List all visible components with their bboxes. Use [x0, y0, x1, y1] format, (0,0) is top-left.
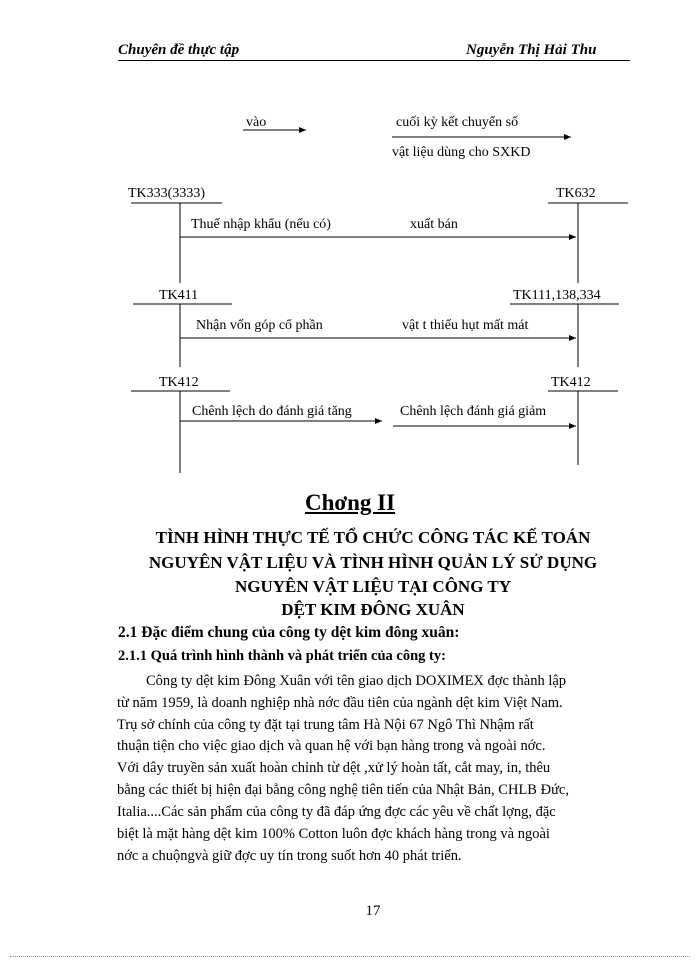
body-line: Trụ sở chính của công ty đặt tại trung tâm Hà Nội 67 Ngô Thì Nhậm rất [117, 717, 534, 733]
body-line: từ năm 1959, là doanh nghiệp nhà nớc đầu tiên của ngành dệt kim Việt Nam. [117, 695, 563, 711]
row1-left-text: Thuế nhập khẩu (nếu có) [191, 217, 331, 232]
section-heading-2-1-1: 2.1.1 Quá trình hình thành và phát triển của công ty: [118, 648, 446, 664]
row1-left-account: TK333(3333) [128, 186, 205, 201]
row2-right-account: TK111,138,334 [513, 288, 601, 303]
chapter-heading: Chơng II [304, 490, 396, 515]
diagram-top-left: vào [246, 115, 267, 130]
header-left: Chuyên đề thực tập [118, 42, 240, 58]
row1-right-text: xuất bán [410, 217, 458, 232]
chapter-title-line-3: NGUYÊN VẬT LIỆU TẠI CÔNG TY [234, 577, 511, 596]
section-heading-2-1: 2.1 Đặc điểm chung của công ty dệt kim đông xuân: [118, 624, 460, 641]
diagram-top-right-2: vật liệu dùng cho SXKD [392, 145, 531, 160]
row3-right-account: TK412 [551, 375, 591, 390]
body-line: nớc a chuộngvà giữ đợc uy tín trong suốt hơn 40 phát triển. [117, 848, 462, 864]
row2-left-text: Nhận vốn góp cổ phần [196, 318, 323, 333]
row3-right-text: Chênh lệch đánh giá giảm [400, 404, 547, 419]
diagram-top-right-1: cuối kỳ kết chuyển số [396, 115, 519, 130]
row2-right-text: vật t thiếu hụt mất mát [402, 318, 529, 333]
body-line: biệt là mặt hàng dệt kim 100% Cotton luôn đợc khách hàng trong và ngoài [117, 826, 550, 842]
row3-left-text: Chênh lệch do đánh giá tăng [192, 404, 352, 419]
row2-left-account: TK411 [159, 288, 199, 303]
row3-left-account: TK412 [159, 375, 199, 390]
body-line: Italia....Các sản phẩm của công ty đã đáp ứng đợc các yêu về chất lợng, đặc [117, 804, 556, 820]
header-right: Nguyễn Thị Hải Thu [466, 42, 597, 58]
footer-rule [10, 956, 690, 957]
body-line: bằng các thiết bị hiện đại bằng công nghệ tiên tiến của Nhật Bản, CHLB Đức, [117, 782, 569, 798]
chapter-title-line-4: DỆT KIM ĐÔNG XUÂN [281, 600, 465, 619]
page-number: 17 [365, 903, 381, 919]
body-line: Với dây truyền sản xuất hoàn chỉnh từ dệt ,xử lý hoàn tất, cắt may, in, thêu [117, 760, 551, 776]
chapter-title-line-1: TÌNH HÌNH THỰC TẾ TỔ CHỨC CÔNG TÁC KẾ TOÁN [155, 528, 591, 547]
body-line: thuận tiện cho việc giao dịch và quan hệ với bạn hàng trong và ngoài nớc. [117, 738, 546, 754]
body-line: Công ty dệt kim Đông Xuân với tên giao dịch DOXIMEX đợc thành lập [146, 673, 567, 689]
row1-right-account: TK632 [556, 186, 596, 201]
chapter-title-line-2: NGUYÊN VẬT LIỆU VÀ TÌNH HÌNH QUẢN LÝ SỬ DỤNG [148, 553, 598, 572]
